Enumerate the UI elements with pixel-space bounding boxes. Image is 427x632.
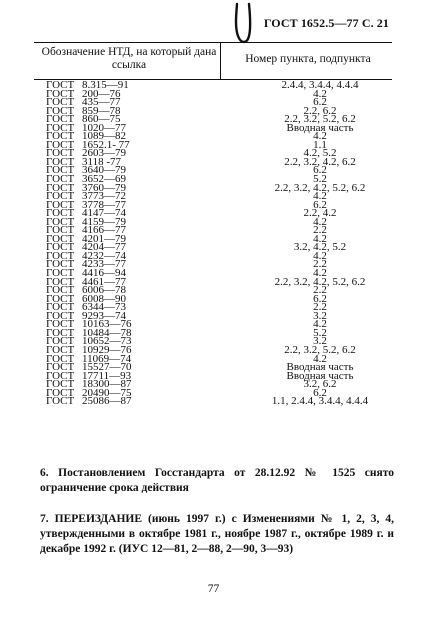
standard-prefix: ГОСТ xyxy=(46,395,75,408)
clause-reference: 6.2 xyxy=(313,386,327,399)
standard-prefix: ГОСТ xyxy=(46,284,75,297)
standard-number: 3118 -77 xyxy=(82,155,122,168)
standard-number: 3773—72 xyxy=(82,190,126,203)
standard-number: 1089—82 xyxy=(82,130,126,143)
clause-reference: 2.2, 3.2, 4.2, 5.2, 6.2 xyxy=(274,275,366,288)
standard-prefix: ГОСТ xyxy=(46,190,75,203)
standard-number: 4204—77 xyxy=(82,241,126,254)
standard-prefix: ГОСТ xyxy=(46,147,75,160)
standard-prefix: ГОСТ xyxy=(46,155,75,168)
table-column-divider xyxy=(220,42,221,79)
clause-reference: 4.2, 5.2 xyxy=(303,147,337,160)
standard-number: 4416—94 xyxy=(82,267,126,280)
column-header-ntd: Обозначение НТД, на который дана ссылка xyxy=(41,46,217,71)
clause-reference: 4.2 xyxy=(313,215,327,228)
clause-reference: 2.2, 4.2 xyxy=(303,207,337,220)
clause-reference: 2.2, 3.2, 5.2, 6.2 xyxy=(284,343,356,356)
standard-number: 11069—74 xyxy=(82,352,132,365)
standard-prefix: ГОСТ xyxy=(46,198,75,211)
standard-prefix: ГОСТ xyxy=(46,207,75,220)
standard-number: 200—76 xyxy=(82,87,121,100)
clause-reference: 3.2, 4.2, 5.2 xyxy=(293,241,347,254)
standard-prefix: ГОСТ xyxy=(46,318,75,331)
clause-reference: 2.2, 3.2, 5.2, 6.2 xyxy=(284,113,356,126)
standard-prefix: ГОСТ xyxy=(46,138,75,151)
clause-reference: 2.2 xyxy=(313,258,327,271)
standard-prefix: ГОСТ xyxy=(46,215,75,228)
page-header: ГОСТ 1652.5—77 С. 21 xyxy=(263,16,389,30)
clause-reference: 5.2 xyxy=(313,326,327,339)
standard-number: 20490—75 xyxy=(82,386,132,399)
standard-prefix: ГОСТ xyxy=(46,121,75,134)
standard-prefix: ГОСТ xyxy=(46,309,75,322)
standard-number: 859—78 xyxy=(82,104,121,117)
standard-prefix: ГОСТ xyxy=(46,164,75,177)
clause-reference: 4.2 xyxy=(313,87,327,100)
standard-prefix: ГОСТ xyxy=(46,113,75,126)
standard-number: 25086—87 xyxy=(82,395,132,408)
standard-number: 4233—77 xyxy=(82,258,126,271)
paragraph-6: 6. Постановлением Госстандарта от 28.12.92 № 1525 снято ограничение срока действия xyxy=(40,467,394,494)
standard-number: 3760—79 xyxy=(82,181,126,194)
clause-reference: 6.2 xyxy=(313,292,327,305)
standard-number: 10652—73 xyxy=(82,335,132,348)
standard-number: 4147—74 xyxy=(82,207,126,220)
standard-number: 3778—77 xyxy=(82,198,126,211)
clause-reference: 5.2 xyxy=(313,173,327,186)
clause-reference: 2.2, 3.2, 4.2, 5.2, 6.2 xyxy=(274,181,366,194)
standard-prefix: ГОСТ xyxy=(46,352,75,365)
standard-prefix: ГОСТ xyxy=(46,292,75,305)
standard-prefix: ГОСТ xyxy=(46,386,75,399)
clause-reference: 1.1, 2.4.4, 3.4.4, 4.4.4 xyxy=(271,395,369,408)
standard-prefix: ГОСТ xyxy=(46,335,75,348)
clause-reference: 3.2, 6.2 xyxy=(303,378,337,391)
handwritten-mark-icon xyxy=(232,2,254,46)
table-row xyxy=(34,397,392,406)
clause-reference: 4.2 xyxy=(313,249,327,262)
standard-number: 1020—77 xyxy=(82,121,126,134)
standard-prefix: ГОСТ xyxy=(46,224,75,237)
clause-reference: 6.2 xyxy=(313,164,327,177)
standard-prefix: ГОСТ xyxy=(46,249,75,262)
page-number: 77 xyxy=(207,583,220,595)
clause-reference: 2.2, 3.2, 4.2, 6.2 xyxy=(284,155,356,168)
standard-prefix: ГОСТ xyxy=(46,173,75,186)
standard-prefix: ГОСТ xyxy=(46,361,75,374)
clause-reference: 4.2 xyxy=(313,232,327,245)
table-top-rule xyxy=(34,42,392,43)
standard-number: 6006—78 xyxy=(82,284,126,297)
clause-reference: 2.2 xyxy=(313,284,327,297)
clause-reference: Вводная часть xyxy=(286,121,354,134)
standard-prefix: ГОСТ xyxy=(46,181,75,194)
clause-reference: 3.2 xyxy=(313,309,327,322)
standard-number: 10929—76 xyxy=(82,343,132,356)
clause-reference: 2.4.4, 3.4.4, 4.4.4 xyxy=(281,79,359,91)
standard-prefix: ГОСТ xyxy=(46,96,75,109)
standard-prefix: ГОСТ xyxy=(46,232,75,245)
standard-prefix: ГОСТ xyxy=(46,130,75,143)
standard-prefix: ГОСТ xyxy=(46,369,75,382)
standard-prefix: ГОСТ xyxy=(46,104,75,117)
standard-number: 18300—87 xyxy=(82,378,132,391)
standard-number: 9293—74 xyxy=(82,309,126,322)
clause-reference: 4.2 xyxy=(313,190,327,203)
standard-number: 17711—93 xyxy=(82,369,132,382)
standard-prefix: ГОСТ xyxy=(46,241,75,254)
clause-reference: Вводная часть xyxy=(286,369,354,382)
standard-number: 3640—79 xyxy=(82,164,126,177)
standard-number: 10484—78 xyxy=(82,326,132,339)
clause-reference: 4.2 xyxy=(313,318,327,331)
reference-table xyxy=(34,81,392,406)
standard-number: 6344—73 xyxy=(82,301,126,314)
standard-prefix: ГОСТ xyxy=(46,258,75,271)
standard-number: 1652.1- 77 xyxy=(82,138,130,151)
clause-reference: 1.1 xyxy=(313,138,327,151)
standard-number: 2603—79 xyxy=(82,147,126,160)
standard-number: 860—75 xyxy=(82,113,121,126)
standard-prefix: ГОСТ xyxy=(46,275,75,288)
column-header-clause: Номер пункта, подпункта xyxy=(245,53,371,65)
clause-reference: 6.2 xyxy=(313,198,327,211)
clause-reference: 4.2 xyxy=(313,130,327,143)
clause-reference: 2.2, 6.2 xyxy=(303,104,337,117)
clause-reference: Вводная часть xyxy=(286,361,354,374)
standard-prefix: ГОСТ xyxy=(46,343,75,356)
standard-number: 4461—77 xyxy=(82,275,126,288)
standard-prefix: ГОСТ xyxy=(46,87,75,100)
paragraph-7: 7. ПЕРЕИЗДАНИЕ (июнь 1997 г.) с Изменениями № 1, 2, 3, 4, утвержденными в октябре 1981 г., ноябре 1987 г., октябре 1989 г. и декабре 1992 г. (ИУС 12—81, 2—88, 2—90, 3—93) xyxy=(40,513,394,555)
standard-number: 3652—69 xyxy=(82,173,126,186)
clause-reference: 2.2 xyxy=(313,224,327,237)
standard-number: 15527—70 xyxy=(82,361,132,374)
standard-number: 8.315—91 xyxy=(82,79,129,91)
clause-reference: 4.2 xyxy=(313,267,327,280)
standard-prefix: ГОСТ xyxy=(46,267,75,280)
standard-number: 4232—74 xyxy=(82,249,126,262)
standard-number: 10163—76 xyxy=(82,318,132,331)
standard-prefix: ГОСТ xyxy=(46,301,75,314)
clause-reference: 2.2 xyxy=(313,301,327,314)
standard-prefix: ГОСТ xyxy=(46,378,75,391)
clause-reference: 4.2 xyxy=(313,352,327,365)
standard-number: 4201—79 xyxy=(82,232,126,245)
clause-reference: 3.2 xyxy=(313,335,327,348)
standard-prefix: ГОСТ xyxy=(46,326,75,339)
standard-number: 4166—77 xyxy=(82,224,126,237)
standard-number: 435—77 xyxy=(82,96,121,109)
standard-prefix: ГОСТ xyxy=(46,79,75,91)
standard-number: 4159—79 xyxy=(82,215,126,228)
clause-reference: 6.2 xyxy=(313,96,327,109)
standard-number: 6008—90 xyxy=(82,292,126,305)
